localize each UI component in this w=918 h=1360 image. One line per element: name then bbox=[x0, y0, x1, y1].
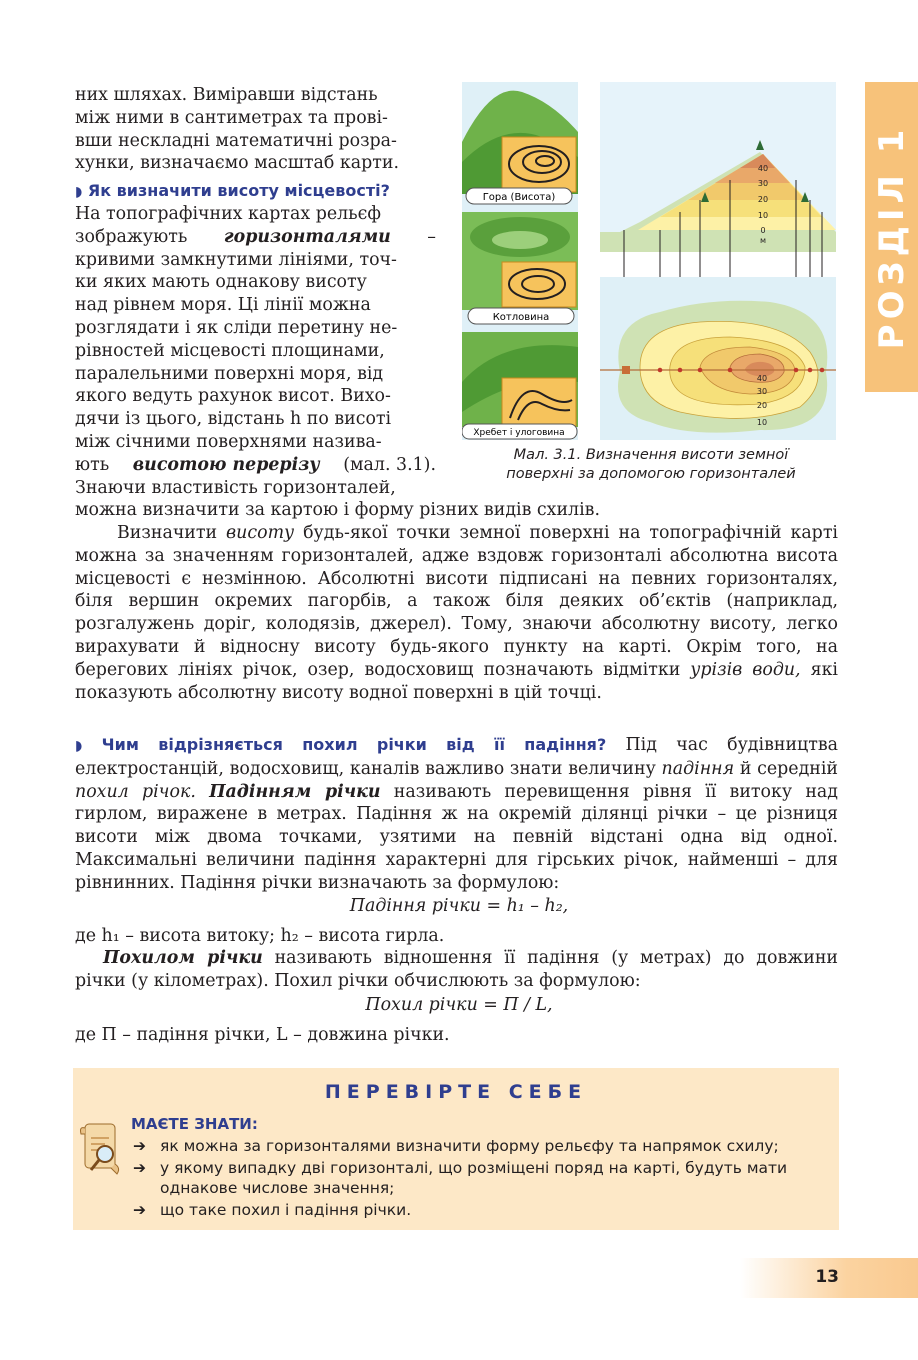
formula-fall: Падіння річки = h₁ – h₂, bbox=[349, 896, 569, 916]
arrow-icon: ➔ bbox=[133, 1201, 146, 1219]
text-line: між ними в сантиметрах та прові- bbox=[75, 107, 388, 128]
text-line: них шляхах. Виміравши відстань bbox=[75, 85, 378, 105]
list-item-text: у якому випадку дві горизонталі, що розміщені поряд на карті, будуть мати однакове числове значення; bbox=[160, 1159, 788, 1197]
text-span: Під час будівництва електростанцій, водосховищ, каналів важливо знати величину bbox=[75, 735, 839, 779]
term-river-fall: Падінням річки bbox=[209, 781, 381, 802]
text-span: будь-якої точки земної поверхні на топографічній карті можна за значенням горизонталей, адже вздовж горизонталі абсолютна висота місцевості є незмінною. Абсолютні висоти підписані на певних горизонталях, біля вершин окремих пагорбів, а також біля деяких об’єктів (наприклад, розгалужень доріг, колодязів, джерел). Тому, знаючи абсолютну висоту, легко вирахувати й відносну висоту будь-якого пункту на карті. Окрім того, на берегових лініях річок, озер, водосховищ позначають відмітки bbox=[75, 523, 838, 680]
label-ridge: Хребет і улоговина bbox=[473, 428, 565, 438]
formula-fall-definition: де h₁ – висота витоку; h₂ – висота гирла. bbox=[75, 926, 445, 946]
profile-tick: 20 bbox=[757, 195, 769, 204]
term-section-height: висотою перерізу bbox=[132, 454, 320, 475]
check-title: ПЕРЕВІРТЕ СЕБЕ bbox=[324, 1081, 588, 1103]
check-yourself-box bbox=[73, 1068, 839, 1230]
term-water-cuts: урізів води, bbox=[690, 659, 801, 680]
section-tab bbox=[865, 82, 918, 392]
paragraph-river-slope bbox=[75, 947, 838, 993]
page-number: 13 bbox=[815, 1267, 839, 1287]
profile-tick: м bbox=[759, 236, 767, 245]
scroll-magnifier-icon bbox=[79, 1118, 127, 1178]
text-line: якого ведуть рахунок висот. Вихо- bbox=[75, 386, 391, 407]
map-tick: 10 bbox=[756, 418, 768, 427]
text-span: й середній bbox=[739, 758, 839, 779]
map-tick: 30 bbox=[756, 387, 768, 396]
text-span: називають перевищення рівня її витоку над гирлом, виражене в метрах. Падіння ж на окремій ділянці річки – це різниця висоти між двома точками, узятими на певній відстані одна від одної. Максимальні величини падіння характерні для гірських річок, найменші – для рівнинних. Падіння річки визначають за формулою: bbox=[75, 781, 839, 893]
term-height: висоту bbox=[226, 523, 295, 543]
profile-tick: 30 bbox=[757, 179, 769, 188]
page-number-band bbox=[740, 1258, 918, 1298]
question-height bbox=[75, 180, 445, 204]
landforms-illustration bbox=[462, 82, 578, 440]
term-slope: похил річок. bbox=[75, 781, 196, 802]
section-marker-icon: ◗ bbox=[75, 184, 83, 200]
profile-tick: 10 bbox=[757, 211, 769, 220]
formula-slope-definition: де П – падіння річки, L – довжина річки. bbox=[75, 1025, 450, 1045]
section-marker-icon: ◗ bbox=[75, 738, 83, 754]
caption-line: Мал. 3.1. Визначення висоти земної bbox=[513, 447, 789, 463]
text-line: ки яких мають однакову висоту bbox=[75, 272, 367, 293]
paragraph-contours bbox=[75, 203, 436, 499]
label-hill: Гора (Висота) bbox=[482, 192, 556, 203]
arrow-icon: ➔ bbox=[133, 1137, 146, 1155]
text-line: рівностей місцевості площинами, bbox=[75, 340, 385, 361]
text-span: які показують абсолютну висоту водної поверхні в цій точці. bbox=[75, 659, 838, 703]
label-basin: Котловина bbox=[492, 312, 550, 323]
list-item bbox=[133, 1200, 833, 1220]
formula-slope: Похил річки = П / L, bbox=[365, 995, 553, 1015]
map-tick: 40 bbox=[756, 374, 768, 383]
text-span: називають відношення її падіння (у метрах) до довжини річки (у кілометрах). Похил річки обчислюють за формулою: bbox=[75, 948, 839, 991]
text-span: (мал. 3.1). bbox=[343, 454, 436, 475]
section-tab-label: РОЗДІЛ 1 bbox=[871, 124, 912, 350]
know-heading: МАЄТЕ ЗНАТИ: bbox=[131, 1115, 258, 1133]
paragraph-intro bbox=[75, 84, 436, 175]
figure-caption bbox=[466, 446, 836, 484]
text-line bbox=[75, 226, 436, 249]
text-span: – bbox=[427, 226, 436, 247]
list-item bbox=[133, 1136, 833, 1156]
term-fall: падіння bbox=[661, 758, 735, 779]
list-item-text: що таке похил і падіння річки. bbox=[160, 1201, 412, 1219]
text-line: На топографічних картах рельєф bbox=[75, 204, 382, 224]
paragraph-river-fall bbox=[75, 734, 838, 895]
question-heading: Чим відрізняється похил річки від її падіння? bbox=[101, 735, 607, 754]
term-contours: горизонталями bbox=[223, 226, 391, 247]
text-line: між січними поверхнями назива- bbox=[75, 431, 382, 452]
list-item bbox=[133, 1158, 833, 1198]
map-tick: 20 bbox=[756, 401, 768, 410]
arrow-icon: ➔ bbox=[133, 1159, 146, 1177]
text-span: зображують bbox=[75, 226, 188, 247]
text-line: над рівнем моря. Ці лінії можна bbox=[75, 295, 371, 316]
profile-tick: 40 bbox=[757, 164, 769, 173]
text-line: паралельними поверхні моря, від bbox=[75, 363, 384, 384]
text-line: можна визначити за картою і форму різних видів схилів. bbox=[75, 500, 600, 520]
text-line: дячи із цього, відстань h по висоті bbox=[75, 409, 392, 430]
text-line: розглядати і як сліди перетину не- bbox=[75, 317, 398, 338]
text-line: кривими замкнутими лініями, точ- bbox=[75, 249, 397, 270]
contour-profile-diagram bbox=[600, 82, 836, 440]
text-line: вши нескладні математичні розра- bbox=[75, 130, 397, 151]
text-line bbox=[75, 454, 436, 477]
list-item-text: як можна за горизонталями визначити форму рельєфу та напрямок схилу; bbox=[160, 1137, 779, 1155]
term-river-slope: Похилом річки bbox=[103, 948, 263, 968]
text-span: ють bbox=[75, 454, 110, 475]
caption-line: поверхні за допомогою горизонталей bbox=[506, 466, 796, 482]
paragraph-height bbox=[75, 522, 838, 704]
text-line: Знаючи властивість горизонталей, bbox=[75, 477, 396, 498]
text-line: хунки, визначаємо масштаб карти. bbox=[75, 153, 400, 174]
question-heading: Як визначити висоту місцевості? bbox=[87, 181, 390, 200]
text-span: Визначити bbox=[117, 523, 218, 543]
profile-tick: 0 bbox=[760, 226, 766, 235]
